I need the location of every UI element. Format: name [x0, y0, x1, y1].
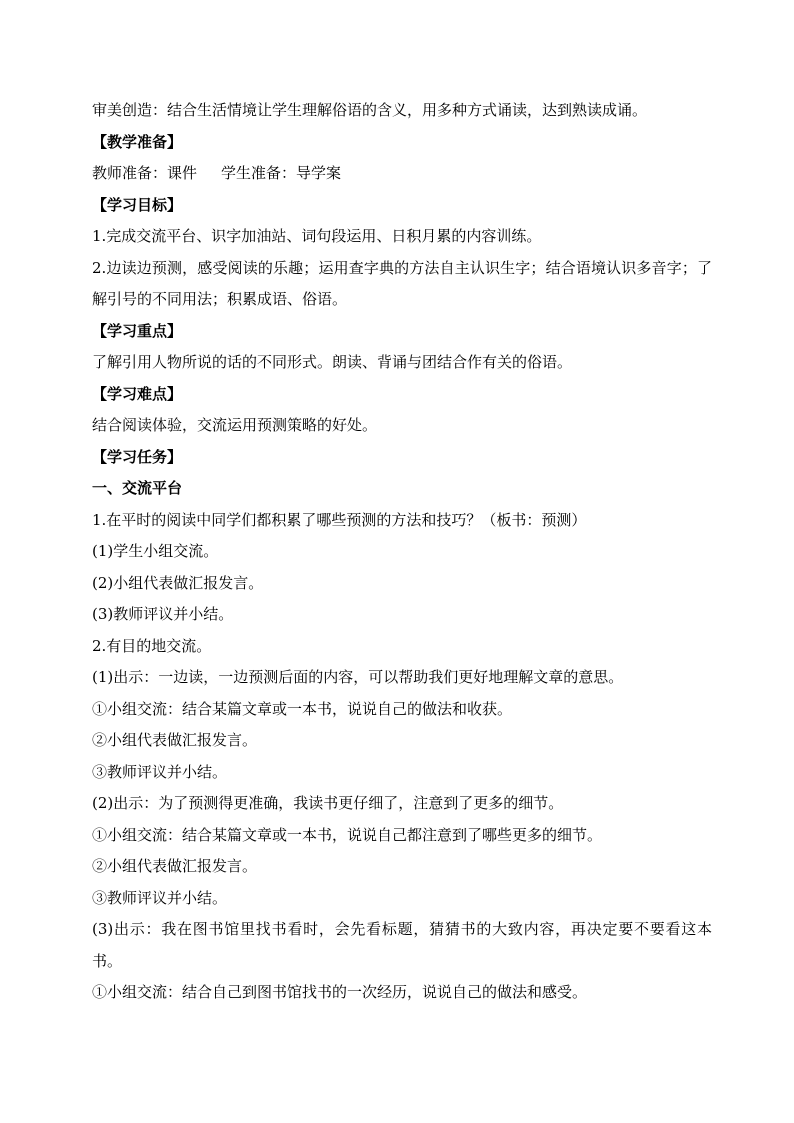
- question-2-item-2-step-c: ③教师评议并小结。: [92, 888, 228, 907]
- goals-heading: 【学习目标】: [92, 195, 183, 214]
- question-2: 2.有目的地交流。: [92, 636, 212, 655]
- prep-heading: 【教学准备】: [92, 132, 183, 151]
- question-2-item-3: (3)出示：我在图书馆里找书看时，会先看标题，猜猜书的大致内容，再决定要不要看这本书。: [92, 920, 712, 970]
- question-2-item-1-step-b: ②小组代表做汇报发言。: [92, 731, 258, 749]
- question-1-step-a: (1)学生小组交流。: [92, 542, 219, 560]
- question-2-item-1: (1)出示：一边读，一边预测后面的内容，可以帮助我们更好地理解文章的意思。: [92, 668, 624, 686]
- difficulty-text: 结合阅读体验，交流运用预测策略的好处。: [92, 416, 378, 434]
- prep-line: [92, 158, 712, 190]
- aesthetic-text: 审美创造：结合生活情境让学生理解俗语的含义，用多种方式诵读，达到熟读成诵。: [92, 101, 648, 119]
- prep-teacher: 教师准备：课件: [92, 164, 198, 182]
- focus-text: 了解引用人物所说的话的不同形式。朗读、背诵与团结合作有关的俗语。: [92, 353, 573, 371]
- section-1-title: 一、交流平台: [92, 479, 183, 497]
- goal-2: 2.边读边预测，感受阅读的乐趣；运用查字典的方法自主认识生字；结合语境认识多音字；了解引号的不同用法；积累成语、俗语。: [92, 258, 712, 308]
- prep-student: 学生准备：导学案: [221, 164, 342, 182]
- question-1-step-b: (2)小组代表做汇报发言。: [92, 573, 264, 592]
- question-1-step-c: (3)教师评议并小结。: [92, 605, 234, 623]
- question-2-item-2-step-a: ①小组交流：结合某篇文章或一本书，说说自己都注意到了哪些更多的细节。: [92, 825, 603, 844]
- question-2-item-2: (2)出示：为了预测得更准确，我读书更仔细了，注意到了更多的细节。: [92, 794, 564, 812]
- question-2-item-1-step-c: ③教师评议并小结。: [92, 762, 228, 781]
- question-1: 1.在平时的阅读中同学们都积累了哪些预测的方法和技巧？（板书：预测）: [92, 510, 587, 529]
- question-2-item-1-step-a: ①小组交流：结合某篇文章或一本书，说说自己的做法和收获。: [92, 699, 513, 718]
- goal-1: 1.完成交流平台、识字加油站、词句段运用、日积月累的内容训练。: [92, 227, 542, 245]
- tasks-heading: 【学习任务】: [92, 447, 183, 466]
- focus-heading: 【学习重点】: [92, 321, 183, 340]
- question-2-item-2-step-b: ②小组代表做汇报发言。: [92, 857, 258, 875]
- difficulty-heading: 【学习难点】: [92, 384, 183, 403]
- question-2-item-3-step-a: ①小组交流：结合自己到图书馆找书的一次经历，说说自己的做法和感受。: [92, 983, 588, 1001]
- document-page: [92, 95, 712, 1009]
